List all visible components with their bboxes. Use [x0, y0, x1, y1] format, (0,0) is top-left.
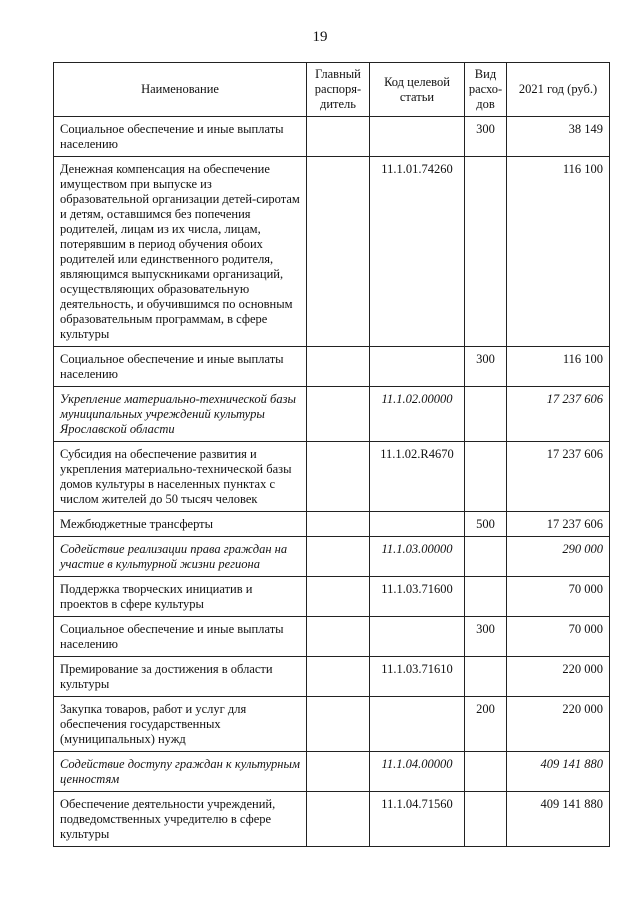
cell-amount: 409 141 880 — [507, 752, 610, 792]
header-year: 2021 год (руб.) — [507, 63, 610, 117]
cell-manager — [307, 512, 370, 537]
table-row — [54, 697, 610, 752]
table-header-row — [54, 63, 610, 117]
cell-name: Обеспечение деятельности учреждений, подведомственных учредителю в сфере культуры — [54, 792, 307, 847]
cell-name: Поддержка творческих инициатив и проектов в сфере культуры — [54, 577, 307, 617]
table-row — [54, 617, 610, 657]
cell-manager — [307, 577, 370, 617]
cell-amount: 70 000 — [507, 617, 610, 657]
table-row — [54, 387, 610, 442]
cell-code — [370, 117, 465, 157]
page-number: 19 — [312, 29, 328, 45]
table-row — [54, 657, 610, 697]
cell-expense-type — [465, 792, 507, 847]
cell-name: Содействие доступу граждан к культурным ценностям — [54, 752, 307, 792]
cell-manager — [307, 537, 370, 577]
cell-amount: 17 237 606 — [507, 512, 610, 537]
cell-manager — [307, 752, 370, 792]
cell-name: Укрепление материально-технической базы муниципальных учреждений культуры Ярославской области — [54, 387, 307, 442]
cell-name: Денежная компенсация на обеспечение имуществом при выпуске из образовательной организации детей-сиротам и детям, оставшимся без попечения родителей, лицам из их числа, лицам, потерявшим в период обучения обоих родителей или единственного родителя, являющимся выпускниками организаций, осуществляющих образовательную деятельность, и обучившимся по основным образовательным программам, в сфере культуры — [54, 157, 307, 347]
cell-expense-type — [465, 157, 507, 347]
cell-code — [370, 697, 465, 752]
cell-code: 11.1.03.71600 — [370, 577, 465, 617]
cell-name: Межбюджетные трансферты — [54, 512, 307, 537]
cell-expense-type — [465, 657, 507, 697]
cell-amount: 220 000 — [507, 657, 610, 697]
cell-amount: 409 141 880 — [507, 792, 610, 847]
cell-expense-type: 300 — [465, 117, 507, 157]
table-row — [54, 537, 610, 577]
cell-manager — [307, 792, 370, 847]
cell-expense-type: 200 — [465, 697, 507, 752]
table-row — [54, 347, 610, 387]
table-row — [54, 752, 610, 792]
cell-amount: 17 237 606 — [507, 387, 610, 442]
cell-name: Премирование за достижения в области культуры — [54, 657, 307, 697]
cell-amount: 116 100 — [507, 157, 610, 347]
cell-amount: 116 100 — [507, 347, 610, 387]
budget-table — [53, 62, 610, 847]
cell-manager — [307, 117, 370, 157]
cell-name: Субсидия на обеспечение развития и укрепления материально-технической базы домов культуры в населенных пунктах с числом жителей до 50 тысяч человек — [54, 442, 307, 512]
header-name: Наименование — [54, 63, 307, 117]
cell-expense-type — [465, 442, 507, 512]
table-row — [54, 157, 610, 347]
cell-manager — [307, 387, 370, 442]
cell-code: 11.1.04.71560 — [370, 792, 465, 847]
cell-expense-type — [465, 752, 507, 792]
header-manager: Главный распоря-дитель — [307, 63, 370, 117]
cell-code: 11.1.02.00000 — [370, 387, 465, 442]
cell-manager — [307, 347, 370, 387]
cell-manager — [307, 442, 370, 512]
cell-code: 11.1.03.71610 — [370, 657, 465, 697]
table-row — [54, 442, 610, 512]
header-code: Код целевой статьи — [370, 63, 465, 117]
cell-amount: 38 149 — [507, 117, 610, 157]
cell-code: 11.1.01.74260 — [370, 157, 465, 347]
cell-expense-type: 300 — [465, 617, 507, 657]
cell-name: Социальное обеспечение и иные выплаты населению — [54, 617, 307, 657]
cell-manager — [307, 657, 370, 697]
cell-manager — [307, 697, 370, 752]
table-row — [54, 577, 610, 617]
cell-expense-type: 500 — [465, 512, 507, 537]
cell-amount: 17 237 606 — [507, 442, 610, 512]
cell-name: Социальное обеспечение и иные выплаты населению — [54, 117, 307, 157]
cell-amount: 70 000 — [507, 577, 610, 617]
cell-expense-type: 300 — [465, 347, 507, 387]
cell-name: Содействие реализации права граждан на участие в культурной жизни региона — [54, 537, 307, 577]
cell-code — [370, 347, 465, 387]
cell-name: Социальное обеспечение и иные выплаты населению — [54, 347, 307, 387]
cell-name: Закупка товаров, работ и услуг для обеспечения государственных (муниципальных) нужд — [54, 697, 307, 752]
table-row — [54, 117, 610, 157]
cell-expense-type — [465, 387, 507, 442]
table-row — [54, 792, 610, 847]
cell-manager — [307, 617, 370, 657]
cell-manager — [307, 157, 370, 347]
cell-code — [370, 617, 465, 657]
cell-amount: 290 000 — [507, 537, 610, 577]
cell-expense-type — [465, 577, 507, 617]
cell-amount: 220 000 — [507, 697, 610, 752]
header-expense-type: Вид расхо-дов — [465, 63, 507, 117]
cell-code — [370, 512, 465, 537]
cell-code: 11.1.02.R4670 — [370, 442, 465, 512]
table-row — [54, 512, 610, 537]
cell-code: 11.1.04.00000 — [370, 752, 465, 792]
cell-code: 11.1.03.00000 — [370, 537, 465, 577]
cell-expense-type — [465, 537, 507, 577]
